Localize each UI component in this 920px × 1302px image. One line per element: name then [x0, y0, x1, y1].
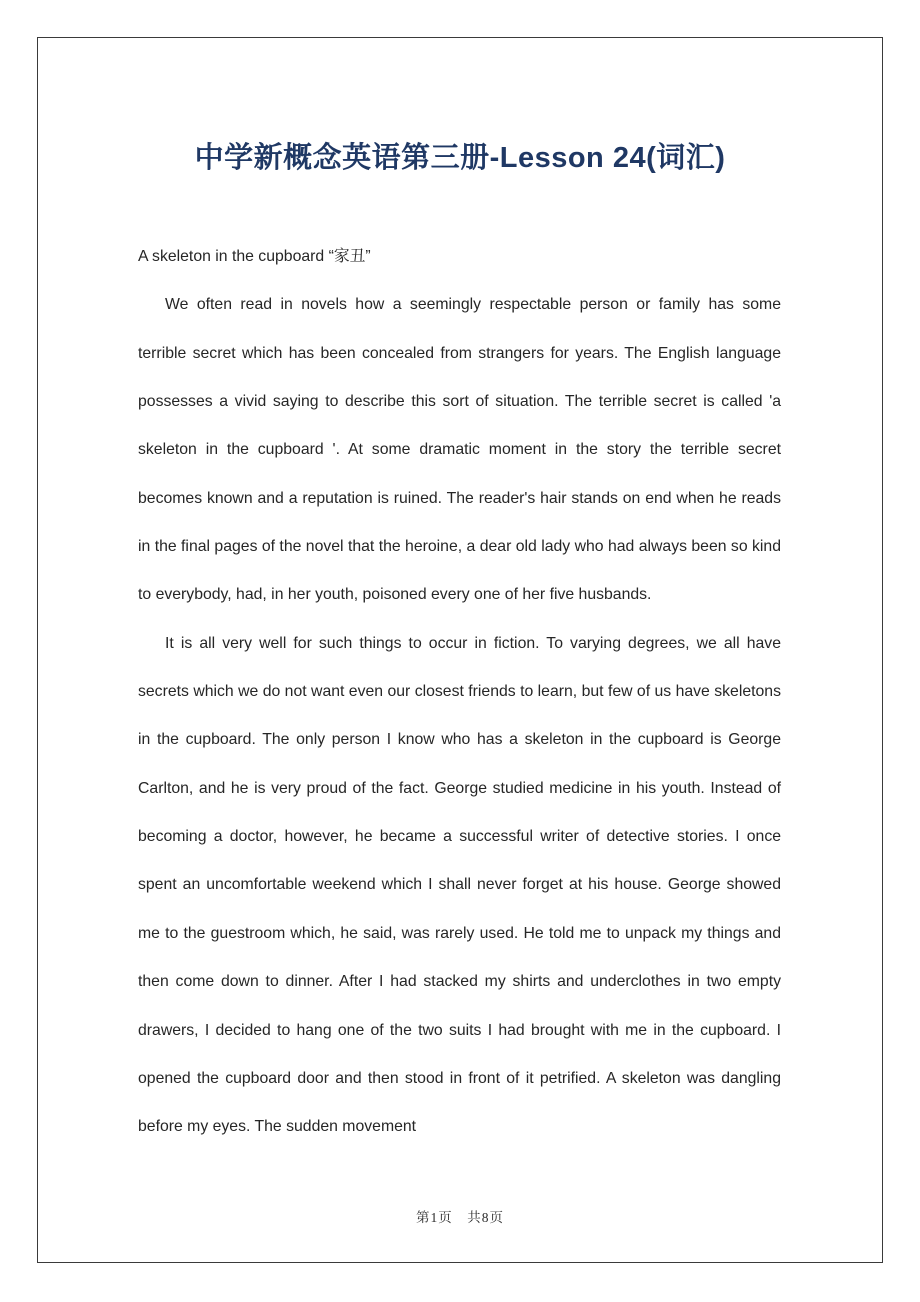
- intro-line: A skeleton in the cupboard “家丑”: [138, 248, 371, 265]
- paragraph-1: We often read in novels how a seemingly respectable person or family has some terrible secret which has been concealed from strangers for years. The English language possesses a vivid saying to describe this sort of situation. The terrible secret is called 'a skeleton in the cupboard '. At some dramatic moment in the story the terrible secret becomes known and a reputation is ruined. The reader's hair stands on end when he reads in the final pages of the novel that the heroine, a dear old lady who had always been so kind to everybody, had, in her youth, poisoned every one of her five husbands.: [138, 296, 781, 604]
- page-title: 中学新概念英语第三册-Lesson 24(词汇): [194, 142, 726, 175]
- paragraph-2: It is all very well for such things to occur in fiction. To varying degrees, we all have secrets which we do not want even our closest friends to learn, but few of us have skeletons in the cupboard. The only person I know who has a skeleton in the cupboard is George Carlton, and he is very proud of the fact. George studied medicine in his youth. Instead of becoming a doctor, however, he became a successful writer of detective stories. I once spent an uncomfortable weekend which I shall never forget at his house. George showed me to the guestroom which, he said, was rarely used. He told me to unpack my things and then come down to dinner. After I had stacked my shirts and underclothes in two empty drawers, I decided to hang one of the two suits I had brought with me in the cupboard. I opened the cupboard door and then stood in front of it petrified. A skeleton was dangling before my eyes. The sudden movement: [138, 634, 781, 1136]
- page-number-indicator: 第1页 共8页: [416, 1210, 504, 1225]
- document-body: [138, 233, 781, 1152]
- page-footer: [0, 1206, 920, 1226]
